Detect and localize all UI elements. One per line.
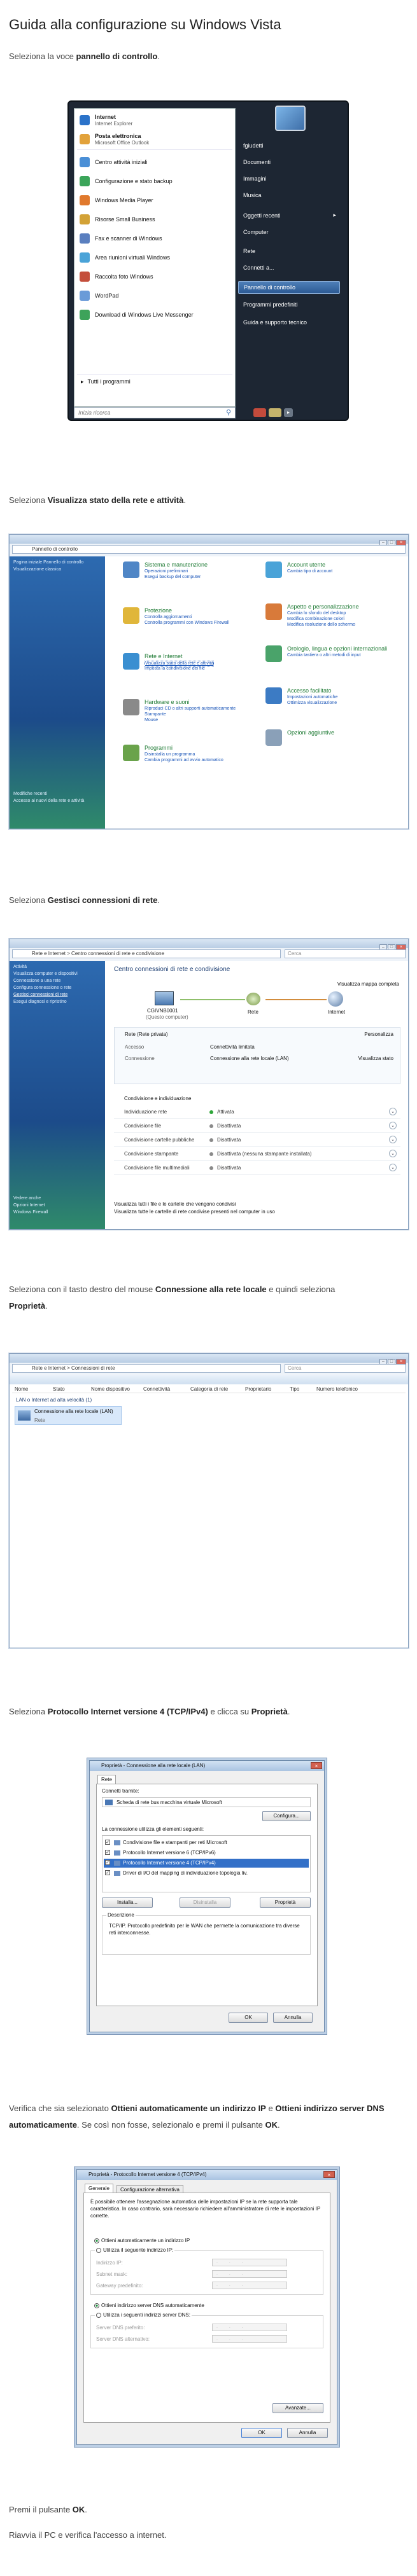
step-1-text: Seleziona la voce pannello di controllo. — [9, 52, 160, 61]
uninstall-button[interactable]: Disinstalla — [180, 1898, 230, 1908]
category-link[interactable]: Disinstalla un programma — [145, 752, 195, 757]
checkbox[interactable]: ✓ — [106, 1850, 110, 1855]
program-icon — [80, 252, 90, 263]
start-menu-item-label: Fax e scanner di Windows — [95, 235, 162, 242]
manual-ip-radio[interactable]: Utilizza il seguente indirizzo IP: — [95, 2247, 174, 2253]
checkbox[interactable]: ✓ — [106, 1871, 110, 1875]
program-icon — [80, 157, 90, 167]
status-dot-icon — [209, 1138, 213, 1142]
category-link[interactable]: Cambia tastiera o altri metodi di input — [287, 653, 361, 658]
start-menu-item-sub: Microsoft Office Outlook — [95, 140, 150, 146]
view-status-link[interactable]: Visualizza stato — [358, 1056, 393, 1061]
install-button[interactable]: Installa... — [102, 1898, 153, 1908]
gateway-field[interactable]: . . . — [212, 2282, 287, 2289]
category-link[interactable]: Esegui backup del computer — [145, 575, 201, 579]
sidebar-item[interactable]: Visualizza computer e dispositivi — [13, 972, 78, 976]
start-menu-right-item[interactable]: Oggetti recenti ▸ — [243, 212, 336, 219]
toolbar — [10, 1375, 408, 1384]
start-menu-right-item[interactable]: Immagini — [243, 176, 267, 182]
tab-alternative[interactable]: Configurazione alternativa — [117, 2185, 183, 2193]
search-icon: ⚲ — [225, 409, 231, 417]
arrow-right-icon: ▸ — [333, 212, 336, 218]
category-title[interactable]: Rete e Internet — [145, 653, 183, 659]
category-link[interactable]: Cambia lo sfondo del desktop — [287, 611, 346, 616]
start-menu-item[interactable] — [77, 269, 232, 286]
start-menu-item[interactable] — [77, 212, 232, 228]
category-link[interactable]: Operazioni preliminari — [145, 569, 188, 574]
lan-properties-dialog: Proprietà - Connessione alla rete locale (LAN) × Rete Connetti tramite: Scheda di rete bus macchina virtuale Microsoft Configura... La connessione utilizza gli elementi seguenti: ✓ Condivisione file e stampanti per reti Microsoft ✓ Protocollo Internet versione 6 (TCP/IPv6) ✓ Protocollo Internet versione 4 (TCP/IPv4) ✓ Driver di I/O del mapping di individuazione topologia liv. Installa... Disinstalla Proprietà Descrizione TCP/IP. Protocollo predefinito per le WAN che permette la comunicazione tra diverse reti interconnesse. OK Annulla — [89, 1760, 325, 2032]
start-menu-item[interactable] — [77, 231, 232, 247]
column-header[interactable]: Categoria di rete — [190, 1386, 229, 1392]
description-text: TCP/IP. Protocollo predefinito per le WAN che permette la comunicazione tra diverse reti interconnesse. — [109, 1923, 300, 1936]
control-panel-sidebar — [10, 556, 105, 829]
search-input[interactable]: Cerca — [285, 1364, 406, 1373]
network-sidebar — [10, 961, 105, 1229]
status-dot-icon — [209, 1124, 213, 1128]
start-menu-item-label: Windows Media Player — [95, 197, 153, 203]
start-menu-right-item[interactable]: Programmi predefiniti — [243, 301, 298, 308]
group-header: LAN o Internet ad alta velocità (1) — [16, 1397, 92, 1403]
dns-alternate-field[interactable]: . . . — [212, 2335, 287, 2343]
sidebar-item[interactable]: Connessione a una rete — [13, 979, 61, 983]
column-header[interactable]: Nome dispositivo — [91, 1386, 130, 1392]
start-menu-item[interactable] — [77, 193, 232, 209]
sidebar-item-network-access[interactable]: Accesso ai nuovi della rete e attività — [13, 799, 85, 803]
properties-button[interactable]: Proprietà — [260, 1898, 311, 1908]
chevron-down-icon[interactable]: ⌄ — [389, 1150, 397, 1157]
category-title[interactable]: Aspetto e personalizzazione — [287, 603, 359, 610]
step-7-text: Premi il pulsante OK. — [9, 2505, 87, 2514]
auto-ip-radio[interactable]: Ottieni automaticamente un indirizzo IP — [94, 2238, 190, 2243]
start-menu-item-label: Risorse Small Business — [95, 216, 155, 223]
ipv4-properties-dialog: Proprietà - Protocollo Internet versione 4 (TCP/IPv4) × Generale Configurazione alternativa È possibile ottenere l'assegnazione automatica delle impostazioni IP se la rete supporta tale caratteristica. In caso contrario, sarà necessario richiedere all'amministratore di rete le impostazioni IP corrette. Ottieni automaticamente un indirizzo IP Utilizza il seguente indirizzo IP: Indirizzo IP: . . . Subnet mask: . . . Gateway predefinito: . . . Ottieni indirizzo server DNS automaticamente Utilizza i seguenti indirizzi server DNS: Server DNS preferito: . . . Server DNS alternativo: . . . Avanzate... OK Annulla — [76, 2169, 337, 2445]
sidebar-item-home[interactable]: Pagina iniziale Pannello di controllo — [13, 560, 84, 565]
program-icon — [80, 214, 90, 224]
program-icon — [80, 195, 90, 205]
start-menu-item-label: Internet — [95, 114, 117, 120]
category-title[interactable]: Sistema e manutenzione — [145, 561, 208, 568]
category-icon — [123, 653, 139, 670]
sidebar-heading: Attività — [13, 965, 27, 969]
computer-sub: (Questo computer) — [146, 1014, 188, 1020]
category-icon — [123, 745, 139, 761]
category-title[interactable]: Protezione — [145, 607, 173, 614]
status-dot-icon — [209, 1152, 213, 1156]
footer-link-2[interactable]: Visualizza tutte le cartelle di rete condivise presenti nel computer in uso — [114, 1209, 275, 1215]
category-icon — [265, 603, 282, 620]
column-header[interactable]: Numero telefonico — [316, 1386, 358, 1392]
start-menu-item-label: Configurazione e stato backup — [95, 178, 173, 184]
column-header[interactable]: Tipo — [290, 1386, 300, 1392]
program-icon — [80, 134, 90, 144]
intro-text: È possibile ottenere l'assegnazione automatica delle impostazioni IP se la rete supporta tale caratteristica. In caso contrario, sarà necessario richiedere all'amministratore di rete le impostazioni IP corrette. — [90, 2199, 321, 2219]
program-icon — [80, 272, 90, 282]
category-link[interactable]: Ottimizza visualizzazione — [287, 701, 337, 705]
full-map-link[interactable]: Visualizza mappa completa — [337, 981, 399, 987]
sidebar-heading: Vedere anche — [13, 1196, 41, 1201]
category-link[interactable]: Imposta la condivisione dei file — [145, 666, 205, 671]
cancel-button[interactable]: Annulla — [273, 2013, 313, 2023]
tab-rete[interactable]: Rete — [97, 1775, 116, 1784]
sharing-row[interactable]: Condivisione file multimediali Disattivata ⌄ — [114, 1162, 400, 1174]
category-icon — [123, 699, 139, 715]
avatar — [275, 106, 306, 131]
start-menu-item[interactable] — [77, 113, 232, 129]
component-item[interactable]: ✓ Driver di I/O del mapping di individuazione topologia liv. — [106, 1870, 248, 1876]
power-button[interactable] — [253, 408, 266, 417]
ok-button[interactable]: OK — [241, 2428, 282, 2438]
component-item[interactable]: ✓ Protocollo Internet versione 6 (TCP/IPv6) — [106, 1850, 216, 1856]
sidebar-item[interactable]: Opzioni Internet — [13, 1203, 45, 1208]
start-menu-right-item[interactable]: Documenti — [243, 159, 271, 165]
shutdown-arrow-button[interactable]: ▸ — [284, 408, 293, 417]
status-dot-icon — [209, 1110, 213, 1114]
all-programs-button[interactable]: ▸ Tutti i programmi — [81, 378, 131, 385]
category-title[interactable]: Accesso facilitato — [287, 687, 332, 694]
sidebar-item-classic[interactable]: Visualizzazione classica — [13, 567, 61, 572]
checkbox[interactable]: ✓ — [106, 1840, 110, 1845]
program-icon — [80, 115, 90, 125]
address-bar[interactable]: Rete e Internet > Connessioni di rete — [12, 1364, 281, 1373]
sharing-row[interactable]: Condivisione cartelle pubbliche Disattivata ⌄ — [114, 1134, 400, 1147]
control-panel-window: – □ × Pannello di controllo Pagina iniziale Pannello di controllo Visualizzazione classica Modifiche recenti Accesso ai nuovi della rete e attività Sistema e manutenzione Operazioni preliminari Esegui backup del computer Protezione Controlla aggiornamenti Controlla programmi con Windows Firewall Rete e Internet Visualizza stato della rete e attività Imposta la condivisione dei file Hardware e suoni Riproduci CD o altri supporti automaticamente Stampante Mouse Programmi Disinstalla un programma Cambia programmi ad avvio automatico Account utente Cambia tipo di account Aspetto e personalizzazione Cambia lo sfondo del desktop Modifica combinazione colori Modifica risoluzione dello schermo Orologio, lingua e opzioni internazionali Cambia tastiera o altri metodi di input Accesso facilitato Impostazioni automatiche Ottimizza visualizzazione Opzioni aggiuntive — [9, 534, 409, 829]
sidebar-item[interactable]: Esegui diagnosi e ripristino — [13, 1000, 67, 1004]
component-icon — [114, 1840, 120, 1845]
start-menu-item-label: Posta elettronica — [95, 133, 141, 139]
checkbox[interactable]: ✓ — [106, 1861, 110, 1865]
component-icon — [114, 1850, 120, 1856]
advanced-button[interactable]: Avanzate... — [272, 2403, 323, 2413]
ok-button[interactable]: OK — [229, 2013, 268, 2023]
category-icon — [265, 645, 282, 662]
dns-preferred-field[interactable]: . . . — [212, 2324, 287, 2331]
customize-link[interactable]: Personalizza — [364, 1031, 393, 1037]
column-header[interactable]: Stato — [53, 1386, 65, 1392]
internet-icon — [328, 991, 343, 1007]
search-input[interactable]: Cerca — [285, 949, 406, 958]
start-menu-item-label: Area riunioni virtuali Windows — [95, 254, 171, 261]
category-title[interactable]: Programmi — [145, 745, 173, 751]
column-header[interactable]: Proprietario — [245, 1386, 272, 1392]
step-8-text: Riavvia il PC e verifica l'accesso a internet. — [9, 2530, 167, 2540]
step-2-text: Seleziona Visualizza stato della rete e attività. — [9, 495, 186, 505]
category-link[interactable]: Modifica risoluzione dello schermo — [287, 623, 355, 627]
category-link[interactable]: Riproduci CD o altri supporti automaticamente — [145, 706, 236, 711]
subnet-field[interactable]: . . . — [212, 2270, 287, 2278]
step-5-text: Seleziona Protocollo Internet versione 4 (TCP/IPv4) e clicca su Proprietà. — [9, 1707, 290, 1716]
category-link[interactable]: Controlla programmi con Windows Firewall — [145, 621, 230, 625]
close-button[interactable]: × — [311, 1762, 322, 1769]
category-title[interactable]: Orologio, lingua e opzioni internazionali — [287, 645, 388, 652]
sharing-row[interactable]: Individuazione rete Attivata ⌄ — [114, 1106, 400, 1119]
program-icon — [80, 310, 90, 320]
category-link[interactable]: Stampante — [145, 712, 166, 717]
network-label: Rete (Rete privata) — [125, 1031, 168, 1037]
category-link[interactable]: Visualizza stato della rete e attività — [145, 661, 214, 666]
start-menu-item-label: Centro attività iniziali — [95, 159, 148, 165]
category-icon — [265, 687, 282, 704]
program-icon — [80, 176, 90, 186]
column-header[interactable]: Nome — [15, 1386, 29, 1392]
network-center-heading: Centro connessioni di rete e condivisione — [114, 966, 230, 973]
category-link[interactable]: Cambia programmi ad avvio automatico — [145, 758, 223, 762]
network-icon — [246, 993, 260, 1005]
chevron-down-icon[interactable]: ⌄ — [389, 1108, 397, 1115]
start-menu-right-item[interactable]: Pannello di controllo — [238, 281, 340, 294]
start-menu-item-label: WordPad — [95, 293, 119, 299]
start-menu-item[interactable] — [77, 155, 232, 171]
category-link[interactable]: Cambia tipo di account — [287, 569, 333, 574]
manual-dns-radio[interactable]: Utilizza i seguenti indirizzi server DNS: — [95, 2312, 192, 2318]
step-4-text: Seleziona con il tasto destro del mouse Connessione alla rete locale e quindi seleziona Proprietà. — [9, 1285, 336, 1311]
start-menu-item[interactable] — [77, 307, 232, 324]
connection-label: Connessione — [125, 1056, 155, 1061]
auto-dns-radio[interactable]: Ottieni indirizzo server DNS automaticamente — [94, 2303, 204, 2308]
lock-button[interactable] — [269, 408, 281, 417]
search-input[interactable]: Inizia ricerca — [78, 410, 111, 416]
category-link[interactable]: Impostazioni automatiche — [287, 695, 338, 699]
start-menu-screenshot — [67, 100, 349, 421]
page-title: Guida alla configurazione su Windows Vista — [9, 17, 281, 32]
ip-address-field[interactable]: . . . — [212, 2259, 287, 2266]
cancel-button[interactable]: Annulla — [287, 2428, 328, 2438]
start-menu-right-item[interactable]: Computer — [243, 229, 269, 235]
program-icon — [80, 233, 90, 244]
column-header[interactable]: Connettività — [143, 1386, 171, 1392]
arrow-right-icon: ▸ — [81, 378, 84, 385]
configure-button[interactable]: Configura... — [262, 1811, 311, 1821]
start-menu-item-sub: Internet Explorer — [95, 121, 133, 127]
category-link[interactable]: Controlla aggiornamenti — [145, 615, 192, 619]
category-title[interactable]: Opzioni aggiuntive — [287, 729, 335, 736]
chevron-down-icon[interactable]: ⌄ — [389, 1122, 397, 1129]
chevron-down-icon[interactable]: ⌄ — [389, 1136, 397, 1143]
start-menu-right-item[interactable]: Musica — [243, 192, 262, 198]
footer-link-1[interactable]: Visualizza tutti i file e le cartelle che vengono condivisi — [114, 1201, 236, 1207]
start-menu-right-item[interactable]: Rete — [243, 248, 256, 254]
category-icon — [265, 729, 282, 746]
access-value: Connettività limitata — [210, 1044, 255, 1050]
start-menu-right-item[interactable]: fgiudetti — [243, 142, 264, 149]
start-menu-item[interactable] — [77, 174, 232, 190]
address-bar[interactable]: Rete e Internet > Centro connessioni di rete e condivisione — [12, 949, 281, 958]
category-title[interactable]: Hardware e suoni — [145, 699, 190, 705]
component-item[interactable]: ✓ Protocollo Internet versione 4 (TCP/IPv4) — [104, 1859, 309, 1868]
network-adapter-icon — [105, 1800, 113, 1805]
category-icon — [123, 561, 139, 578]
component-icon — [114, 1871, 120, 1876]
network-adapter-icon — [18, 1410, 31, 1421]
status-dot-icon — [209, 1166, 213, 1170]
program-icon — [80, 291, 90, 301]
sidebar-item[interactable]: Gestisci connessioni di rete — [13, 993, 68, 997]
category-title[interactable]: Account utente — [287, 561, 326, 568]
sidebar-item[interactable]: Configura connessione o rete — [13, 986, 72, 990]
chevron-down-icon[interactable]: ⌄ — [389, 1164, 397, 1171]
computer-icon — [155, 991, 174, 1005]
category-icon — [123, 607, 139, 624]
node-network: Rete — [248, 1009, 258, 1015]
sidebar-item[interactable]: Windows Firewall — [13, 1210, 48, 1215]
start-menu-right-item[interactable]: Connetti a... — [243, 265, 274, 271]
start-menu-item[interactable] — [77, 250, 232, 266]
lan-connection-item[interactable]: Connessione alla rete locale (LAN) Rete — [15, 1406, 122, 1425]
start-menu-right-item[interactable]: Guida e supporto tecnico — [243, 319, 307, 326]
component-item[interactable]: ✓ Condivisione file e stampanti per reti Microsoft — [106, 1840, 227, 1845]
tab-general[interactable]: Generale — [85, 2184, 113, 2193]
component-icon — [114, 1861, 120, 1866]
access-label: Accesso — [125, 1044, 145, 1050]
start-menu-item-label: Raccolta foto Windows — [95, 273, 153, 280]
start-menu-item-label: Download di Windows Live Messenger — [95, 312, 194, 318]
category-icon — [265, 561, 282, 578]
category-link[interactable]: Modifica combinazione colori — [287, 617, 344, 621]
address-bar[interactable]: Pannello di controllo — [12, 545, 406, 554]
step-3-text: Seleziona Gestisci connessioni di rete. — [9, 895, 160, 905]
start-menu-item[interactable] — [77, 288, 232, 305]
step-6-text: Verifica che sia selezionato Ottieni automaticamente un indirizzo IP e Ottieni indirizzo server DNS automaticamente. Se così non fosse, selezionalo e premi il pulsante OK. — [9, 2104, 385, 2130]
connections-window: – □ × Rete e Internet > Connessioni di rete Cerca Nome Stato Nome dispositivo Connettività Categoria di rete Proprietario Tipo Numero telefonico LAN o Internet ad alta velocità (1) Connessione alla rete locale (LAN) Rete — [9, 1353, 409, 1648]
sharing-heading: Condivisione e individuazione — [124, 1096, 192, 1101]
network-center-window: – □ × Rete e Internet > Centro connessioni di rete e condivisione Cerca Attività Visualizza computer e dispositivi Connessione a una rete Configura connessione o rete Gestisci connessioni di rete Esegui diagnosi e ripristino Vedere anche Opzioni Internet Windows Firewall Centro connessioni di rete e condivisione Visualizza mappa completa CGIVNB0001 (Questo computer) Rete Internet Rete (Rete privata) Personalizza Accesso Connettività limitata Connessione Connessione alla rete locale (LAN) Visualizza stato Condivisione e individuazione Individuazione rete Attivata ⌄ Condivisione file Disattivata ⌄ Condivisione cartelle pubbliche Disattivata ⌄ Condivisione stampante Disattivata (nessuna stampante installata) ⌄ Condivisione file multimediali Disattivata ⌄ Visualizza tutti i file e le cartelle che vengono condivisi Visualizza tutte le cartelle di rete condivise presenti nel computer in uso — [9, 939, 409, 1230]
computer-name: CGIVNB0001 — [147, 1008, 178, 1014]
connection-value: Connessione alla rete locale (LAN) — [210, 1056, 289, 1061]
close-button[interactable]: × — [323, 2171, 335, 2178]
sharing-row[interactable]: Condivisione stampante Disattivata (nessuna stampante installata) ⌄ — [114, 1148, 400, 1161]
node-internet: Internet — [328, 1009, 346, 1015]
sharing-row[interactable]: Condivisione file Disattivata ⌄ — [114, 1120, 400, 1133]
category-link[interactable]: Mouse — [145, 718, 159, 722]
start-menu-item[interactable] — [77, 132, 232, 148]
sidebar-item-recent[interactable]: Modifiche recenti — [13, 792, 47, 796]
